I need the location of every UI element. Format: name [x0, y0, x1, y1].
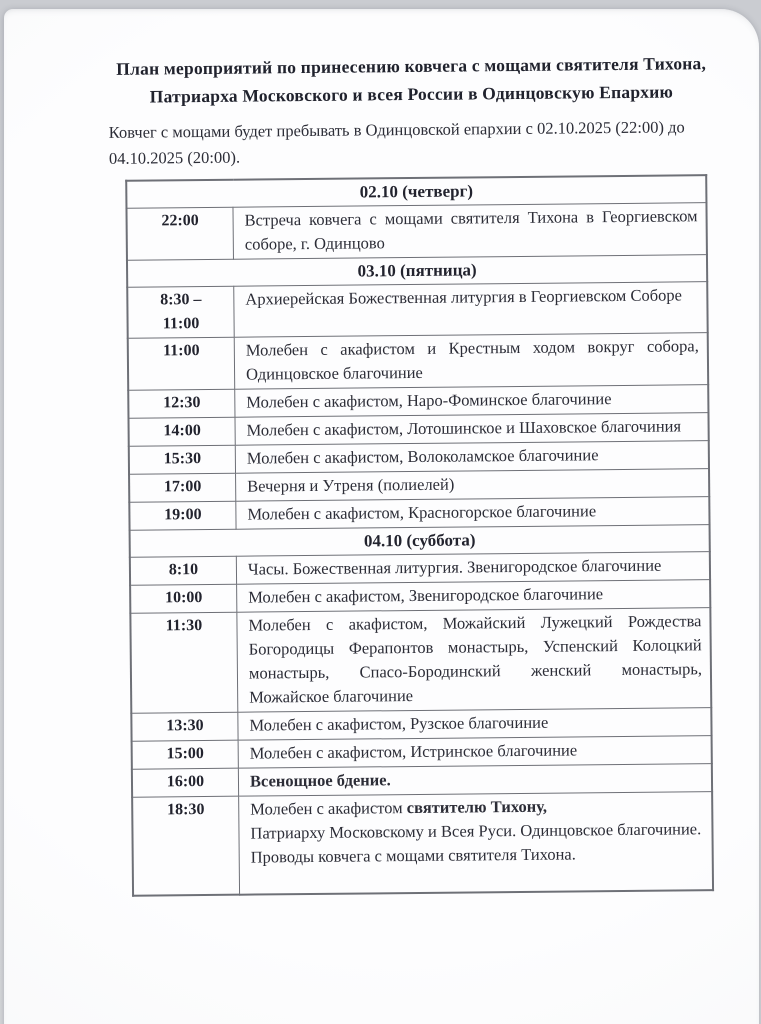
- section-header: 04.10 (суббота): [130, 525, 710, 558]
- event-cell: [238, 736, 712, 769]
- event-text: [247, 498, 700, 526]
- event-text-segment: Молебен с акафистом, Красногорское благочиние: [247, 501, 597, 524]
- event-text-segment: Молебен с акафистом: [250, 798, 407, 819]
- time-cell: 15:30: [129, 445, 236, 474]
- event-text: [248, 553, 701, 581]
- event-text-segment: Молебен с акафистом, Можайский Лужецкий Рождества Богородицы Ферапонтов монастырь, Успенский Колоцкий монастырь, Спасо-Бородинский женский монастырь, Можайское благочиние: [248, 611, 703, 707]
- event-text: [246, 386, 699, 414]
- event-text-segment: Молебен с акафистом, Истринское благочиние: [249, 740, 578, 763]
- event-text: [250, 765, 703, 793]
- event-text: [248, 609, 702, 709]
- time-cell: 12:30: [128, 389, 235, 418]
- time-cell: 22:00: [126, 207, 233, 260]
- event-text-segment: Молебен с акафистом, Рузское благочиние: [249, 712, 549, 735]
- schedule-row: [128, 333, 708, 391]
- event-text-bold-segment: святителю Тихону,: [406, 796, 548, 818]
- time-cell: 11:30: [130, 612, 237, 713]
- event-cell: [239, 792, 713, 895]
- document-content: [108, 50, 722, 897]
- event-text: [248, 581, 701, 609]
- event-cell: [236, 552, 710, 585]
- event-cell: [237, 580, 711, 613]
- schedule-row: [132, 792, 713, 896]
- event-text-segment: Молебен с акафистом, Лотошинское и Шаховское благочиния: [246, 416, 682, 440]
- schedule-row: [130, 608, 711, 714]
- event-text-segment: Молебен с акафистом и Крестным ходом вокруг собора, Одинцовское благочиние: [245, 336, 699, 384]
- event-cell: [236, 469, 710, 502]
- time-cell: 14:00: [128, 417, 235, 446]
- time-cell: 16:00: [132, 768, 239, 797]
- event-text: [246, 334, 699, 386]
- event-text-segment: Молебен с акафистом, Звенигородское благочиние: [248, 584, 604, 607]
- event-text: [247, 414, 700, 442]
- event-text-segment: Молебен с акафистом, Волоколамское благочиние: [246, 445, 599, 468]
- event-text: [250, 817, 703, 845]
- event-text-segment: Встреча ковчега с мощами святителя Тихона в Георгиевском соборе, г. Одинцово: [244, 206, 698, 254]
- event-cell: [233, 203, 707, 260]
- time-cell: 8:30 – 11:00: [127, 286, 234, 338]
- event-text: [251, 841, 704, 869]
- time-cell: 18:30: [132, 796, 239, 896]
- event-cell: [238, 708, 712, 741]
- document-page: [4, 9, 759, 1024]
- time-cell: 10:00: [130, 584, 237, 613]
- event-text: [247, 442, 700, 470]
- time-cell: 19:00: [129, 501, 236, 530]
- time-cell: 13:30: [131, 712, 238, 741]
- event-cell: [235, 385, 709, 418]
- time-cell: 17:00: [129, 473, 236, 502]
- event-cell: [236, 497, 710, 530]
- event-text: [245, 283, 698, 311]
- schedule-row: [126, 203, 706, 261]
- section-header: 02.10 (четверг): [126, 175, 706, 208]
- schedule-row: [127, 282, 707, 339]
- schedule-table-body: [126, 175, 713, 896]
- event-cell: [238, 764, 712, 797]
- event-text-segment: Патриарху Московскому и Всея Руси. Одинцовское благочиние.: [250, 819, 702, 843]
- event-cell: [235, 413, 709, 446]
- event-text: [247, 470, 700, 498]
- event-text: [250, 737, 703, 765]
- event-text: [244, 204, 697, 256]
- event-text-segment: Вечерня и Утреня (полиелей): [247, 474, 455, 496]
- schedule-table: [125, 174, 714, 897]
- page-title: План мероприятий по принесению ковчега с мощами святителя Тихона, Патриарха Московского и всея России в Одинцовскую Епархию: [116, 53, 707, 107]
- time-cell: 15:00: [132, 740, 239, 769]
- event-cell: [235, 441, 709, 474]
- event-text: [249, 709, 702, 737]
- intro-paragraph: Ковчег с мощами будет пребывать в Одинцовской епархии с 02.10.2025 (22:00) до 04.10.2025 (20:00).: [108, 117, 685, 168]
- event-cell: [234, 333, 708, 390]
- event-text-segment: Часы. Божественная литургия. Звенигородское благочиние: [247, 555, 662, 579]
- event-text-segment: Проводы ковчега с мощами святителя Тихона.: [250, 844, 576, 867]
- section-header: 03.10 (пятница): [127, 255, 707, 288]
- event-cell: [237, 608, 711, 713]
- event-text-segment: Молебен с акафистом, Наро-Фоминское благочиние: [246, 389, 612, 412]
- time-cell: 11:00: [128, 337, 235, 390]
- event-cell: [234, 282, 708, 338]
- time-cell: 8:10: [130, 556, 237, 585]
- event-text-segment: Архиерейская Божественная литургия в Георгиевском Соборе: [245, 285, 683, 309]
- event-text-bold-segment: Всенощное бдение.: [249, 770, 391, 791]
